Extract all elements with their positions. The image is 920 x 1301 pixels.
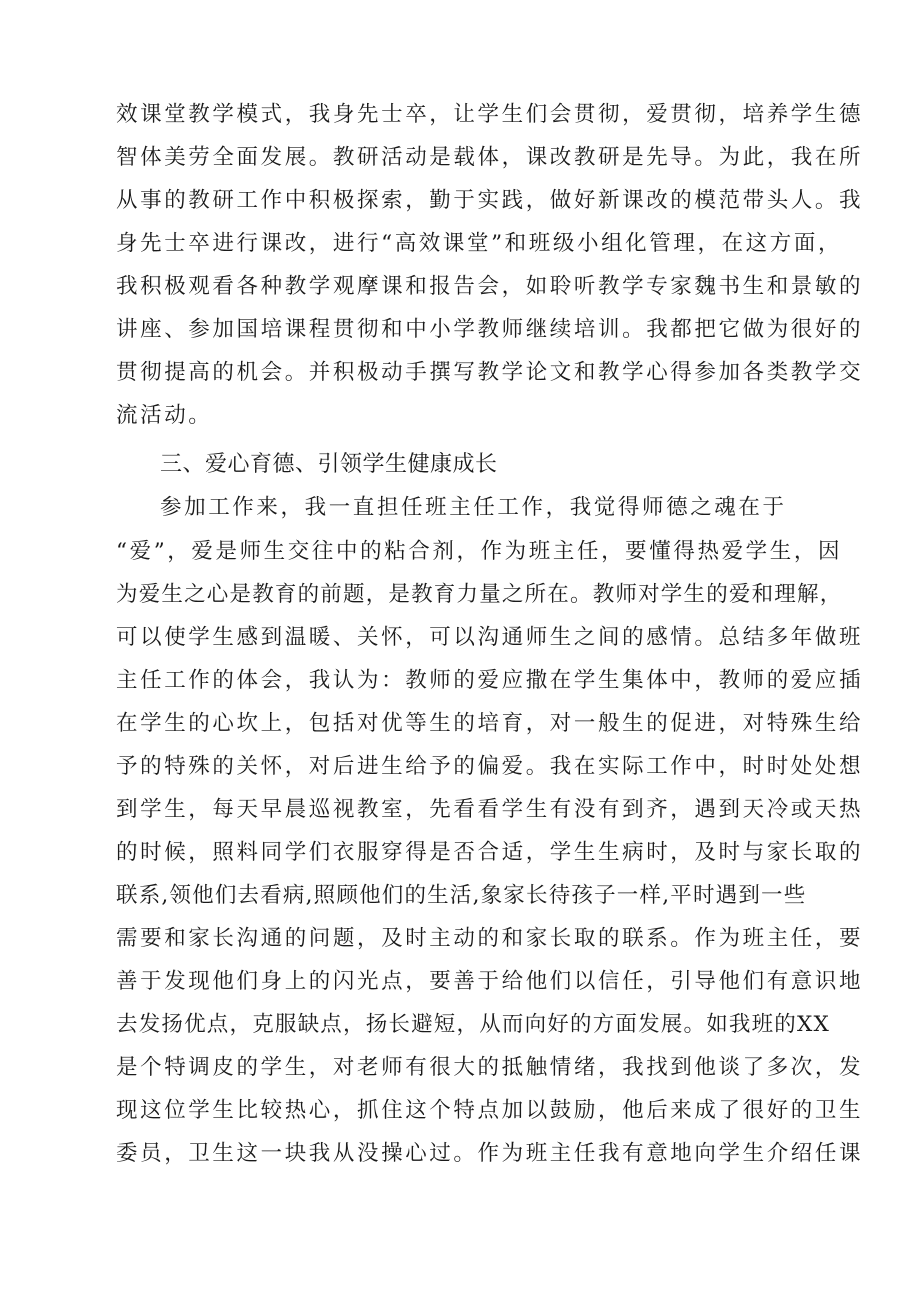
paragraph-line: 善于发现他们身上的闪光点，要善于给他们以信任，引导他们有意识地	[116, 969, 864, 994]
paragraph-line: 到学生，每天早晨巡视教室，先看看学生有没有到齐，遇到天冷或天热	[116, 797, 864, 822]
paragraph-line: “爱”，爱是师生交往中的粘合剂，作为班主任，要懂得热爱学生，因	[116, 539, 843, 564]
paragraph-line: 现这位学生比较热心，抓住这个特点加以鼓励，他后来成了很好的卫生	[116, 1098, 864, 1123]
paragraph-line: 在学生的心坎上，包括对优等生的培育，对一般生的促进，对特殊生给	[116, 711, 864, 736]
paragraph-line: 智体美劳全面发展。教研活动是载体，课改教研是先导。为此，我在所	[116, 145, 864, 170]
paragraph-line: 主任工作的体会，我认为：教师的爱应撒在学生集体中，教师的爱应插	[116, 668, 864, 693]
paragraph-line: 可以使学生感到温暖、关怀，可以沟通师生之间的感情。总结多年做班	[116, 625, 864, 650]
paragraph-line: 是个特调皮的学生，对老师有很大的抵触情绪，我找到他谈了多次，发	[116, 1055, 864, 1080]
paragraph-line: 需要和家长沟通的问题，及时主动的和家长取的联系。作为班主任，要	[116, 926, 864, 951]
paragraph-line: 为爱生之心是教育的前题，是教育力量之所在。教师对学生的爱和理解，	[116, 582, 843, 607]
paragraph-line: 委员，卫生这一块我从没操心过。作为班主任我有意地向学生介绍任课	[116, 1141, 864, 1166]
paragraph-line: 流活动。	[116, 403, 213, 428]
paragraph-line: 讲座、参加国培课程贯彻和中小学教师继续培训。我都把它做为很好的	[116, 317, 864, 342]
paragraph-line: 身先士卒进行课改，进行“高效课堂”和班级小组化管理，在这方面，	[116, 231, 843, 256]
paragraph-line: 效课堂教学模式，我身先士卒，让学生们会贯彻，爱贯彻，培养学生德	[116, 102, 864, 127]
section-heading: 三、爱心育德、引领学生健康成长	[160, 452, 498, 477]
paragraph-line: 我积极观看各种教学观摩课和报告会，如聆听教学专家魏书生和景敏的	[116, 274, 864, 299]
paragraph-line: 从事的教研工作中积极探索，勤于实践，做好新课改的模范带头人。我	[116, 188, 864, 213]
paragraph-line: 予的特殊的关怀，对后进生给予的偏爱。我在实际工作中，时时处处想	[116, 754, 864, 779]
paragraph-line: 贯彻提高的机会。并积极动手撰写教学论文和教学心得参加各类教学交	[116, 360, 864, 385]
paragraph-line: 去发扬优点，克服缺点，扬长避短，从而向好的方面发展。如我班的XX	[116, 1012, 831, 1037]
paragraph-line: 参加工作来，我一直担任班主任工作，我觉得师德之魂在于	[160, 495, 787, 520]
paragraph-line: 的时候，照料同学们衣服穿得是否合适，学生生病时，及时与家长取的	[116, 840, 864, 865]
paragraph-line: 联系,领他们去看病,照顾他们的生活,象家长待孩子一样,平时遇到一些	[116, 883, 807, 908]
